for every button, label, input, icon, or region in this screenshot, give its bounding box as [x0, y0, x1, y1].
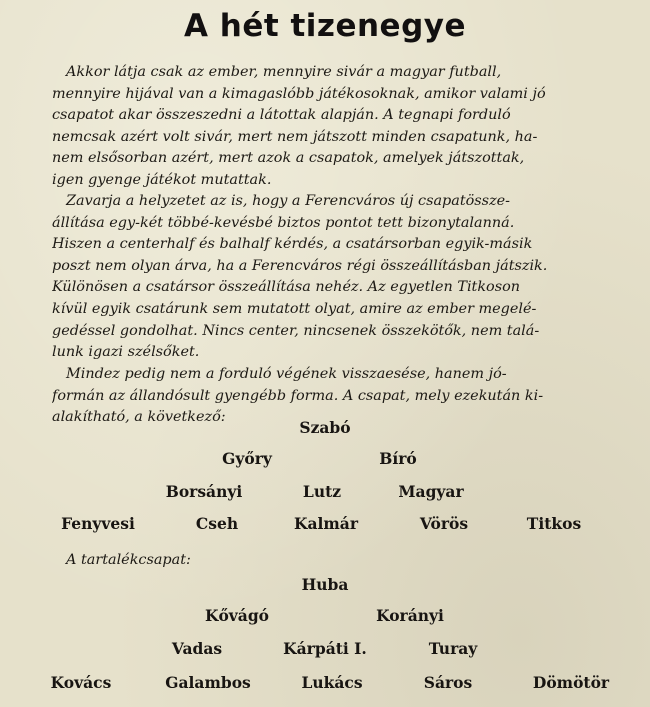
article-paragraph-2 [52, 191, 632, 364]
player-back-right: Győry [222, 449, 272, 468]
player-half-center: Lutz [302, 482, 342, 501]
paragraph-line: formán az állandósult gyengébb forma. A csapat, mely ezekután ki- [52, 387, 544, 404]
player-forward-2: Cseh [195, 514, 239, 533]
reserve-half-left: Turay [428, 639, 478, 658]
paragraph-line: Mindez pedig nem a forduló végének visszaesése, hanem jó- [66, 366, 507, 382]
paragraph-line: poszt nem olyan árva, ha a Ferencváros régi összeállításban játszik. [52, 257, 548, 274]
reserve-forward-5: Dömötör [532, 673, 610, 692]
article-paragraph-1 [52, 62, 632, 192]
reserve-team-label: A tartalékcsapat: [66, 552, 191, 568]
player-goalkeeper: Szabó [299, 418, 351, 437]
player-back-left: Bíró [379, 449, 417, 468]
player-forward-4: Vörös [419, 514, 469, 533]
reserve-forward-2: Galambos [165, 673, 251, 692]
player-forward-5: Titkos [526, 514, 582, 533]
paragraph-line: kívül egyik csatárunk sem mutatott olyat, amire az ember megelé- [52, 300, 537, 317]
reserve-back-left: Korányi [376, 606, 444, 625]
paragraph-line: lunk igazi szélsőket. [52, 344, 200, 361]
paragraph-line: állítása egy-két többé-kevésbé biztos pontot tett bizonytalanná. [52, 214, 515, 231]
reserve-half-right: Vadas [171, 639, 223, 658]
reserve-forward-3: Lukács [301, 673, 363, 692]
player-forward-1: Fenyvesi [61, 514, 135, 533]
reserve-goalkeeper: Huba [301, 575, 349, 594]
reserve-forward-1: Kovács [50, 673, 112, 692]
paragraph-line: igen gyenge játékot mutattak. [52, 171, 272, 188]
reserve-forward-4: Sáros [423, 673, 473, 692]
paragraph-line: Hiszen a centerhalf és balhalf kérdés, a csatársorban egyik-másik [52, 236, 533, 253]
paragraph-line: Zavarja a helyzetet az is, hogy a Ferencváros új csapatössze- [66, 193, 511, 209]
paragraph-line: alakítható, a következő: [52, 409, 226, 426]
paragraph-line: Különösen a csatársor összeállítása nehéz. Az egyetlen Titkoson [52, 279, 521, 296]
paragraph-line: Akkor látja csak az ember, mennyire sivár a magyar futball, [66, 64, 502, 80]
player-forward-3: Kalmár [293, 514, 359, 533]
paragraph-line: nemcsak azért volt sivár, mert nem játszott minden csapatunk, ha- [52, 128, 538, 145]
paragraph-line: nem elsősorban azért, mert azok a csapatok, amelyek játszottak, [52, 150, 525, 167]
player-half-left: Magyar [398, 482, 464, 501]
paragraph-line: gedéssel gondolhat. Nincs center, nincsenek összekötők, nem talá- [52, 322, 540, 339]
reserve-half-center: Kárpáti I. [283, 639, 367, 658]
reserve-back-right: Kővágó [204, 606, 270, 625]
player-half-right: Borsányi [165, 482, 243, 501]
paragraph-line: mennyire hijával van a kimagaslóbb játékosoknak, amikor valami jó [52, 85, 546, 102]
paragraph-line: csapatot akar összeszedni a látottak alapján. A tegnapi forduló [52, 107, 511, 124]
article-title: A hét tizenegye [183, 8, 467, 44]
